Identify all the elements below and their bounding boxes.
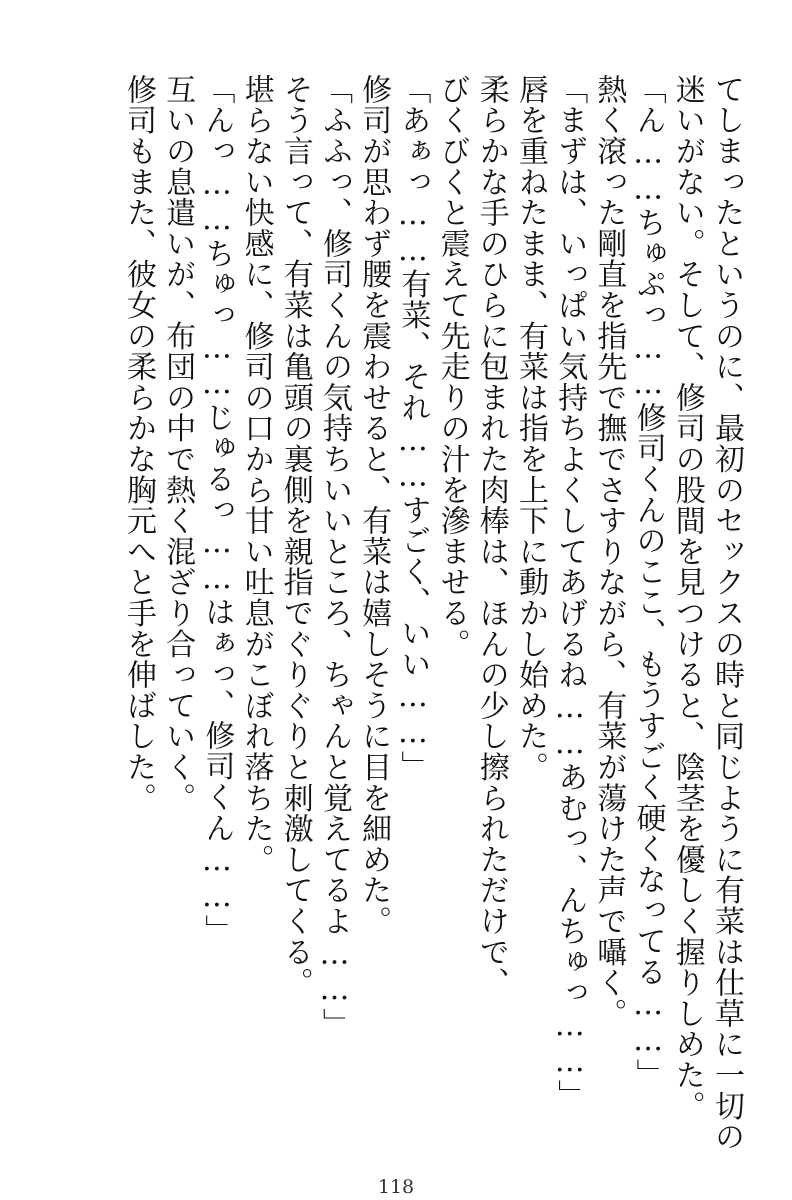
page-number: 118	[377, 1176, 415, 1198]
text-column: 迷いがない。そして、修司の股間を見つけると、陰茎を優しく握りしめた。	[669, 74, 705, 1122]
text-column: 唇を重ねたまま、有菜は指を上下に動かし始めた。	[512, 74, 548, 783]
text-column: 修司が思わず腰を震わせると、有菜は嬉しそうに目を細めた。	[356, 74, 392, 937]
text-column: 「まずは、いっぱい気持ちよくしてあげるね……あむっ、んちゅっ……」	[552, 74, 588, 1111]
text-column: 柔らかな手のひらに包まれた肉棒は、ほんの少し擦られただけで、	[473, 74, 509, 998]
text-column: 熱く滾った剛直を指先で撫でさすりながら、有菜が蕩けた声で囁く。	[591, 74, 627, 1029]
text-column: 「あぁっ……有菜、それ……すごく、いい……」	[395, 74, 431, 782]
text-column: 「ん……ちゅぷっ……修司くんのここ、もうすごく硬くなってる……」	[630, 74, 666, 1090]
text-column: 「んっ……ちゅっ……じゅるっ……はぁっ、修司くん……」	[199, 74, 235, 946]
text-column: てしまったというのに、最初のセックスの時と同じように有菜は仕草に一切の	[709, 74, 744, 1152]
text-column: そう言って、有菜は亀頭の裏側を親指でぐりぐりと刺激してくる。	[277, 74, 313, 998]
vertical-text-block	[119, 74, 746, 1152]
text-column: 堪らない快感に、修司の口から甘い吐息がこぼれ落ちた。	[238, 74, 274, 875]
text-column: 「ふふっ、修司くんの気持ちいいところ、ちゃんと覚えてるよ……」	[316, 74, 352, 1039]
text-column: 修司もまた、彼女の柔らかな胸元へと手を伸ばした。	[120, 74, 156, 814]
text-column: 互いの息遣いが、布団の中で熱く混ざり合っていく。	[160, 74, 196, 814]
text-column: びくびくと震えて先走りの汁を滲ませる。	[434, 74, 470, 660]
